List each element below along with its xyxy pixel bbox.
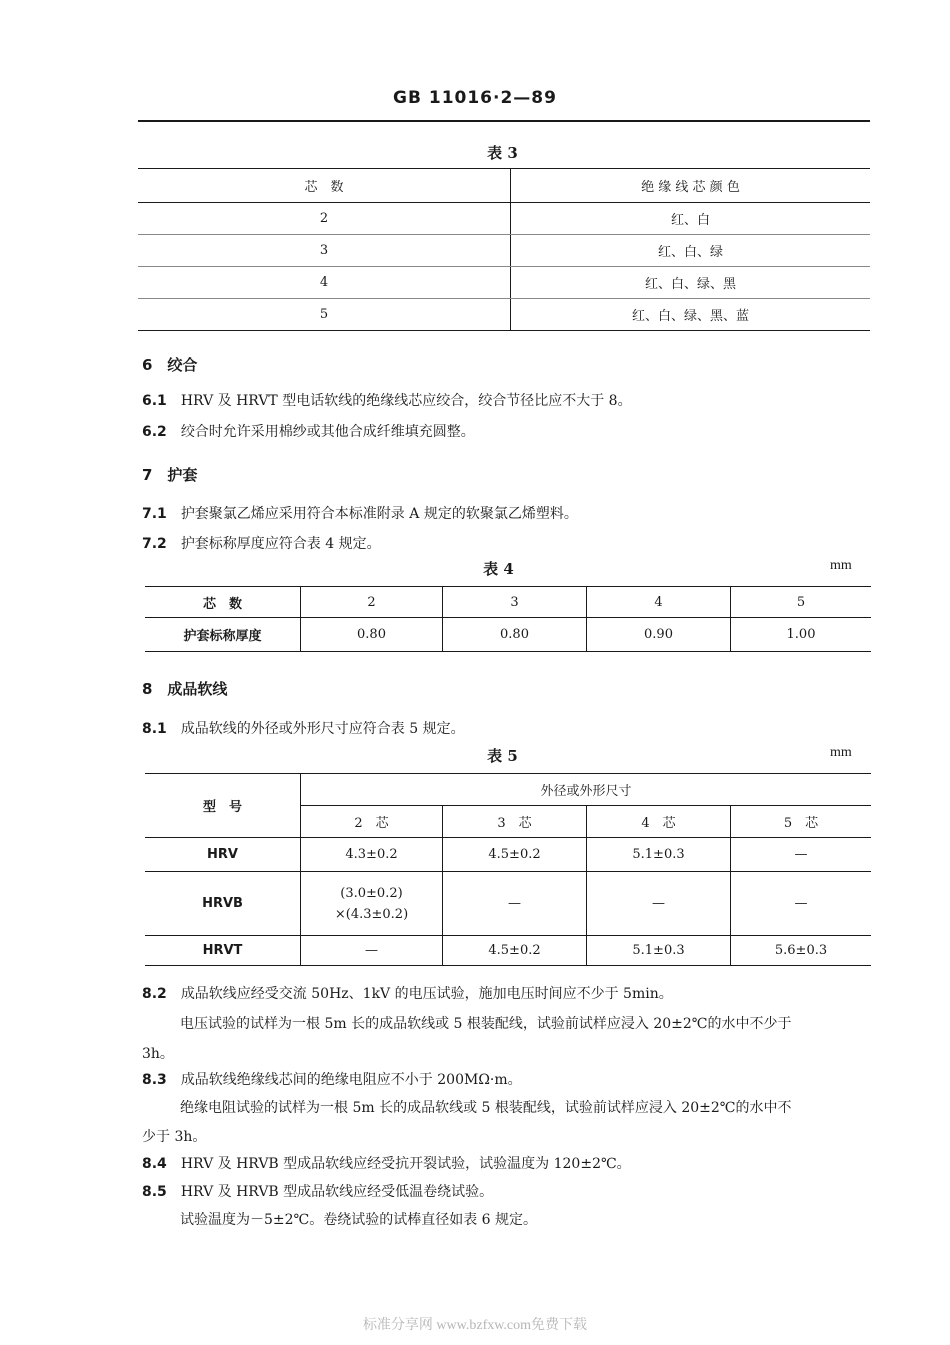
table3-cell: 红、白: [511, 203, 871, 235]
table4-cell: 0.80: [443, 618, 587, 652]
table3-header-colors: 绝 缘 线 芯 颜 色: [511, 169, 871, 203]
table3-cell: 5: [138, 299, 511, 331]
table5-core-header: 3 芯: [443, 806, 587, 838]
table4-unit: mm: [830, 558, 852, 573]
para-6-2: [142, 421, 475, 441]
para-number: 8.5: [142, 1184, 167, 1200]
table5-cell: 4.5±0.2: [443, 936, 587, 966]
table4-cell: 4: [587, 587, 731, 618]
section8-heading: 8 成品软线: [142, 680, 228, 698]
table4-cell: 5: [731, 587, 872, 618]
table5-caption: 表 5: [487, 747, 518, 765]
table3-caption: 表 3: [487, 144, 518, 162]
section6-heading: 6 绞合: [142, 356, 198, 374]
para-text: 成品软线的外径或外形尺寸应符合表 5 规定。: [180, 721, 465, 737]
table3-cell: 红、白、绿、黑、蓝: [511, 299, 871, 331]
table5-unit: mm: [830, 745, 852, 760]
table5-group-header: 外径或外形尺寸: [301, 774, 872, 806]
para-8-3-cont: 少于 3h。: [142, 1129, 207, 1145]
table5-cell: 4.5±0.2: [443, 838, 587, 872]
footer-watermark: 标准分享网 www.bzfxw.com免费下载: [362, 1318, 588, 1333]
table4-row-label: 护套标称厚度: [145, 618, 301, 652]
table5-cell: —: [731, 872, 872, 936]
para-number: 8.2: [142, 986, 167, 1002]
table5-model: HRVB: [145, 872, 301, 936]
table5-cell-line: ×(4.3±0.2): [334, 906, 409, 922]
table5-model: HRV: [145, 838, 301, 872]
table3: [138, 168, 870, 331]
table4-cell: 3: [443, 587, 587, 618]
para-text: 护套标称厚度应符合表 4 规定。: [180, 536, 381, 552]
table3-header-cores: 芯 数: [138, 169, 511, 203]
table4-cell: 1.00: [731, 618, 872, 652]
table5-model-header: 型 号: [145, 774, 301, 838]
table5-core-header: 2 芯: [301, 806, 443, 838]
table4-cell: 0.90: [587, 618, 731, 652]
para-text: HRV 及 HRVB 型成品软线应经受低温卷绕试验。: [180, 1184, 494, 1200]
para-number: 7.2: [142, 536, 167, 552]
para-7-2: [142, 533, 381, 553]
table4-cell: 0.80: [301, 618, 443, 652]
para-8-5-cont: 试验温度为－5±2℃。卷绕试验的试棒直径如表 6 规定。: [180, 1212, 538, 1228]
para-8-2-cont: 3h。: [142, 1046, 174, 1062]
header-rule: [138, 120, 870, 122]
table3-cell: 红、白、绿: [511, 235, 871, 267]
table5-cell-line: (3.0±0.2): [340, 885, 403, 901]
para-text: HRV 及 HRVB 型成品软线应经受抗开裂试验，试验温度为 120±2℃。: [180, 1156, 631, 1172]
para-number: 8.3: [142, 1072, 167, 1088]
table5-cell: 5.1±0.3: [587, 936, 731, 966]
para-text: 成品软线绝缘线芯间的绝缘电阻应不小于 200MΩ·m。: [180, 1072, 522, 1088]
table5-cell: —: [731, 838, 872, 872]
table3-cell: 4: [138, 267, 511, 299]
para-number: 6.1: [142, 393, 167, 409]
table3-cell: 红、白、绿、黑: [511, 267, 871, 299]
para-8-1: [142, 718, 465, 738]
table5-core-header: 4 芯: [587, 806, 731, 838]
table5: [145, 773, 871, 966]
para-number: 6.2: [142, 424, 167, 440]
para-number: 7.1: [142, 506, 167, 522]
section7-heading: 7 护套: [142, 466, 198, 484]
table4: [145, 586, 871, 652]
para-6-1: [142, 390, 632, 410]
para-8-2: [142, 983, 673, 1003]
para-text: 成品软线应经受交流 50Hz、1kV 的电压试验，施加电压时间应不少于 5min。: [180, 986, 673, 1002]
table4-row-label: 芯 数: [145, 587, 301, 618]
para-7-1: [142, 503, 578, 523]
table5-cell: 5.6±0.3: [731, 936, 872, 966]
para-8-4: [142, 1153, 631, 1173]
table5-core-header: 5 芯: [731, 806, 872, 838]
table4-cell: 2: [301, 587, 443, 618]
table5-model: HRVT: [145, 936, 301, 966]
para-8-3: [142, 1069, 522, 1089]
para-8-2-cont: 电压试验的试样为一根 5m 长的成品软线或 5 根装配线，试验前试样应浸入 20±2℃的水中不少于: [180, 1016, 792, 1032]
table5-cell: 5.1±0.3: [587, 838, 731, 872]
table4-caption: 表 4: [483, 560, 514, 578]
standard-code: GB 11016·2—89: [393, 88, 557, 108]
para-text: HRV 及 HRVT 型电话软线的绝缘线芯应绞合，绞合节径比应不大于 8。: [180, 393, 632, 409]
table5-cell: —: [443, 872, 587, 936]
table5-cell: [301, 872, 443, 936]
table5-cell: —: [301, 936, 443, 966]
para-text: 绞合时允许采用棉纱或其他合成纤维填充圆整。: [180, 424, 475, 440]
para-8-3-cont: 绝缘电阻试验的试样为一根 5m 长的成品软线或 5 根装配线，试验前试样应浸入 20±2℃的水中不: [180, 1100, 792, 1116]
table5-cell: —: [587, 872, 731, 936]
para-8-5: [142, 1181, 493, 1201]
para-number: 8.1: [142, 721, 167, 737]
table5-cell: 4.3±0.2: [301, 838, 443, 872]
para-text: 护套聚氯乙烯应采用符合本标准附录 A 规定的软聚氯乙烯塑料。: [180, 506, 578, 522]
table3-cell: 2: [138, 203, 511, 235]
table3-cell: 3: [138, 235, 511, 267]
para-number: 8.4: [142, 1156, 167, 1172]
